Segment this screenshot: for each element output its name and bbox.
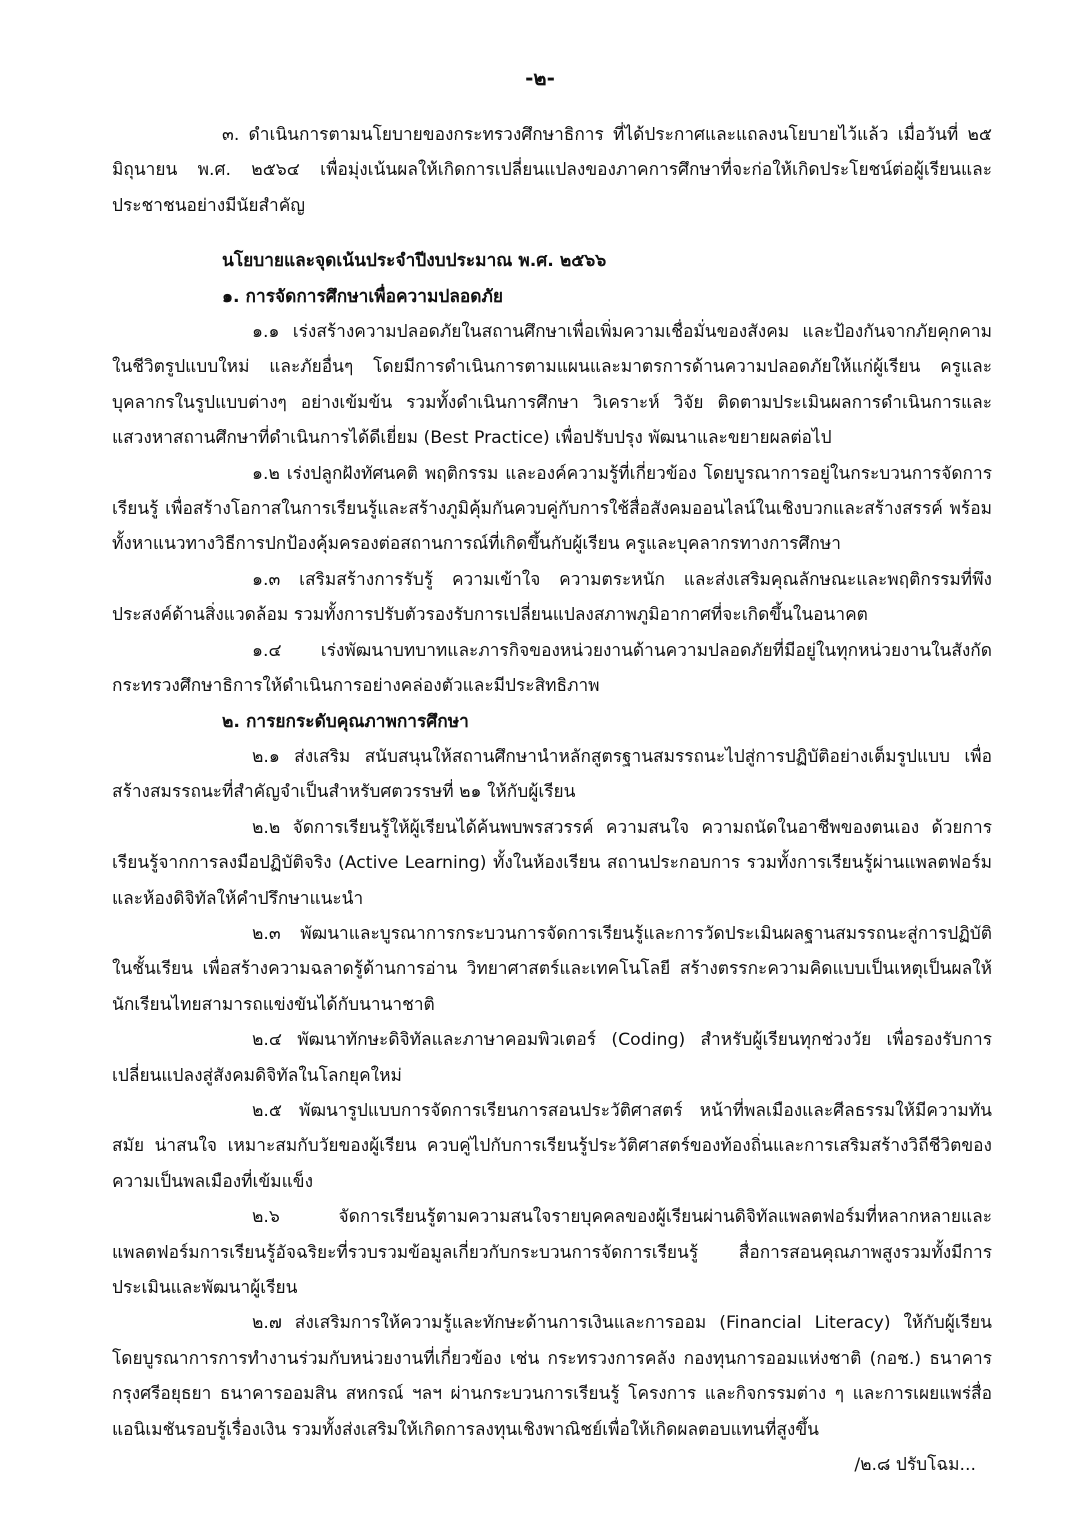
- item-2-3: ๒.๓ พัฒนาและบูรณาการกระบวนการจัดการเรียนรู้และการวัดประเมินผลฐานสมรรถนะสู่การปฏิบัติในชั้นเรียน เพื่อสร้างความฉลาดรู้ด้านการอ่าน วิทยาศาสตร์และเทคโนโลยี สร้างตรรกะความคิดแบบเป็นเหตุเป็นผลให้นักเรียนไทยสามารถแข่งขันได้กับนานาชาติ: [112, 923, 992, 1015]
- policy-title: นโยบายและจุดเน้นประจำปีงบประมาณ พ.ศ. ๒๕๖๖: [222, 251, 607, 272]
- item-1-2: ๑.๒ เร่งปลูกฝังทัศนคติ พฤติกรรม และองค์ความรู้ที่เกี่ยวข้อง โดยบูรณาการอยู่ในกระบวนการจัดการเรียนรู้ เพื่อสร้างโอกาสในการเรียนรู้และสร้างภูมิคุ้มกันควบคู่กับการใช้สื่อสังคมออนไลน์ในเชิงบวกและสร้างสรรค์ พร้อมทั้งหาแนวทางวิธีการปกป้องคุ้มครองต่อสถานการณ์ที่เกิดขึ้นกับผู้เรียน ครูและบุคลากรทางการศึกษา: [112, 463, 992, 555]
- page-number: -๒-: [525, 66, 555, 90]
- section-1-title: ๑. การจัดการศึกษาเพื่อความปลอดภัย: [222, 286, 504, 307]
- item-1-3: ๑.๓ เสริมสร้างการรับรู้ ความเข้าใจ ความตระหนัก และส่งเสริมคุณลักษณะและพฤติกรรมที่พึงประสงค์ด้านสิ่งแวดล้อม รวมทั้งการปรับตัวรองรับการเปลี่ยนแปลงสภาพภูมิอากาศที่จะเกิดขึ้นในอนาคต: [112, 569, 992, 626]
- item-2-1: ๒.๑ ส่งเสริม สนับสนุนให้สถานศึกษานำหลักสูตรฐานสมรรถนะไปสู่การปฏิบัติอย่างเต็มรูปแบบ เพื่อสร้างสมรรถนะที่สำคัญจำเป็นสำหรับศตวรรษที่ ๒๑ ให้กับผู้เรียน: [112, 746, 992, 803]
- item-1-4: ๑.๔ เร่งพัฒนาบทบาทและภารกิจของหน่วยงานด้านความปลอดภัยที่มีอยู่ในทุกหน่วยงานในสังกัดกระทรวงศึกษาธิการให้ดำเนินการอย่างคล่องตัวและมีประสิทธิภาพ: [112, 640, 992, 697]
- spacer: [112, 224, 992, 244]
- section-2-title: ๒. การยกระดับคุณภาพการศึกษา: [222, 711, 469, 732]
- intro-paragraph: ๓. ดำเนินการตามนโยบายของกระทรวงศึกษาธิการ ที่ได้ประกาศและแถลงนโยบายไว้แล้ว เมื่อวันที่ ๒๕ มิถุนายน พ.ศ. ๒๕๖๔ เพื่อมุ่งเน้นผลให้เกิดการเปลี่ยนแปลงของภาคการศึกษาที่จะก่อให้เกิดประโยชน์ต่อผู้เรียนและประชาชนอย่างมีนัยสำคัญ: [112, 125, 992, 216]
- item-2-6: ๒.๖ จัดการเรียนรู้ตามความสนใจรายบุคคลของผู้เรียนผ่านดิจิทัลแพลตฟอร์มที่หลากหลายและแพลตฟอร์มการเรียนรู้อัจฉริยะที่รวบรวมข้อมูลเกี่ยวกับกระบวนการจัดการเรียนรู้ สื่อการสอนคุณภาพสูงรวมทั้งมีการประเมินและพัฒนาผู้เรียน: [112, 1207, 992, 1298]
- item-2-2: ๒.๒ จัดการเรียนรู้ให้ผู้เรียนได้ค้นพบพรสวรรค์ ความสนใจ ความถนัดในอาชีพของตนเอง ด้วยการเรียนรู้จากการลงมือปฏิบัติจริง (Active Learning) ทั้งในห้องเรียน สถานประกอบการ รวมทั้งการเรียนรู้ผ่านแพลตฟอร์มและห้องดิจิทัลให้คำปรึกษาแนะนำ: [112, 817, 992, 909]
- document-body: [112, 118, 992, 1448]
- item-1-1: ๑.๑ เร่งสร้างความปลอดภัยในสถานศึกษาเพื่อเพิ่มความเชื่อมั่นของสังคม และป้องกันจากภัยคุกคามในชีวิตรูปแบบใหม่ และภัยอื่นๆ โดยมีการดำเนินการตามแผนและมาตรการด้านความปลอดภัยให้แก่ผู้เรียน ครูและบุคลากรในรูปแบบต่างๆ อย่างเข้มข้น รวมทั้งดำเนินการศึกษา วิเคราะห์ วิจัย ติดตามประเมินผลการดำเนินการและแสวงหาสถานศึกษาที่ดำเนินการได้ดีเยี่ยม (Best Practice) เพื่อปรับปรุง พัฒนาและขยายผลต่อไป: [112, 322, 992, 449]
- next-page-reference: /๒.๘ ปรับโฉม...: [854, 1455, 976, 1475]
- item-2-5: ๒.๕ พัฒนารูปแบบการจัดการเรียนการสอนประวัติศาสตร์ หน้าที่พลเมืองและศีลธรรมให้มีความทันสมัย น่าสนใจ เหมาะสมกับวัยของผู้เรียน ควบคู่ไปกับการเรียนรู้ประวัติศาสตร์ของท้องถิ่นและการเสริมสร้างวิถีชีวิตของความเป็นพลเมืองที่เข้มแข็ง: [112, 1100, 992, 1192]
- item-2-7: ๒.๗ ส่งเสริมการให้ความรู้และทักษะด้านการเงินและการออม (Financial Literacy) ให้กับผู้เรียนโดยบูรณาการการทำงานร่วมกับหน่วยงานที่เกี่ยวข้อง เช่น กระทรวงการคลัง กองทุนการออมแห่งชาติ (กอช.) ธนาคารกรุงศรีอยุธยา ธนาคารออมสิน สหกรณ์ ฯลฯ ผ่านกระบวนการเรียนรู้ โครงการ และกิจกรรมต่าง ๆ และการเผยแพร่สื่อแอนิเมชันรอบรู้เรื่องเงิน รวมทั้งส่งเสริมให้เกิดการลงทุนเชิงพาณิชย์เพื่อให้เกิดผลตอบแทนที่สูงขึ้น: [112, 1313, 992, 1440]
- item-2-4: ๒.๔ พัฒนาทักษะดิจิทัลและภาษาคอมพิวเตอร์ (Coding) สำหรับผู้เรียนทุกช่วงวัย เพื่อรองรับการเปลี่ยนแปลงสู่สังคมดิจิทัลในโลกยุคใหม่: [112, 1030, 992, 1086]
